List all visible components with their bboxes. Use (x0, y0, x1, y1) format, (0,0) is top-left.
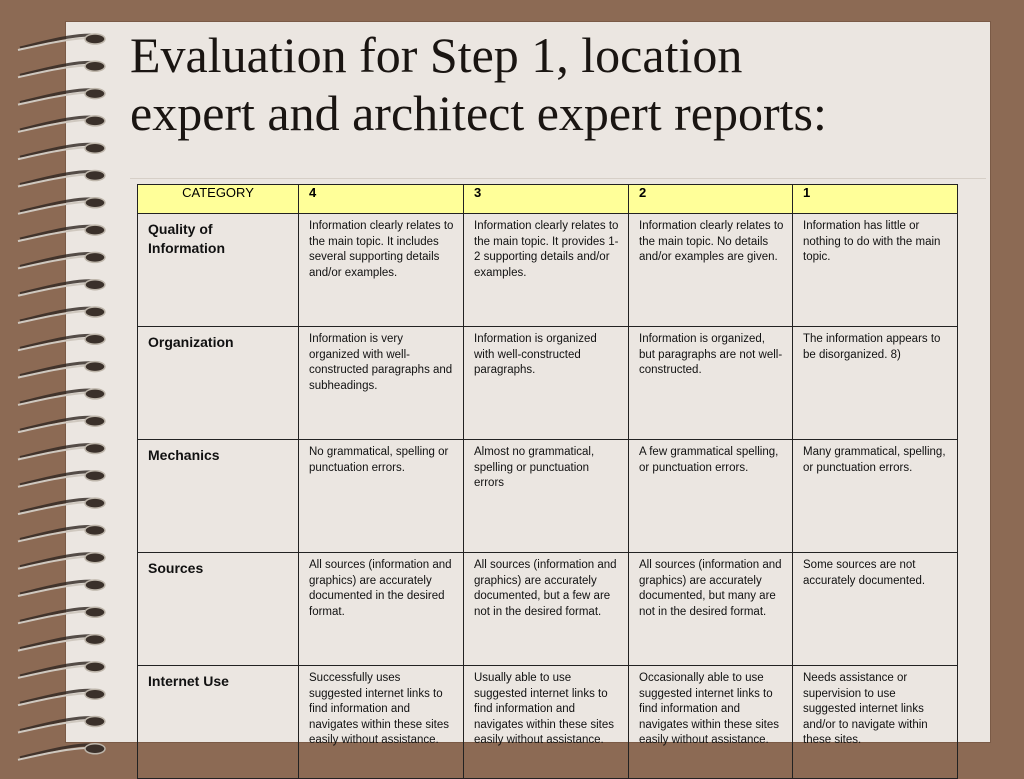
table-cell: Information clearly relates to the main topic. It includes several supporting details and/or examples. (299, 214, 464, 327)
spiral-hole (85, 525, 105, 535)
spiral-hole (85, 61, 105, 71)
title-line-1: Evaluation for Step 1, location (130, 27, 743, 83)
spiral-hole (85, 362, 105, 372)
table-cell: Occasionally able to use suggested internet links to find information and navigates within these sites easily without assistance. (629, 666, 793, 779)
table-cell: Successfully uses suggested internet links to find information and navigates within these sites easily without assistance. (299, 666, 464, 779)
row-category: Quality of Information (138, 214, 299, 327)
spiral-hole (85, 89, 105, 99)
slide-title (130, 26, 990, 142)
table-cell: Usually able to use suggested internet links to find information and navigates within these sites easily without assistance. (464, 666, 629, 779)
header-row (138, 185, 958, 214)
table-cell: Information is organized with well-constructed paragraphs. (464, 327, 629, 440)
table-cell: All sources (information and graphics) are accurately documented, but a few are not in the desired format. (464, 553, 629, 666)
table-cell: Information is organized, but paragraphs are not well-constructed. (629, 327, 793, 440)
header-score-2: 2 (629, 185, 793, 214)
row-category: Internet Use (138, 666, 299, 779)
table-cell: All sources (information and graphics) are accurately documented, but many are not in the desired format. (629, 553, 793, 666)
rubric-table (137, 184, 958, 779)
spiral-hole (85, 662, 105, 672)
spiral-hole (85, 580, 105, 590)
title-divider (130, 178, 986, 179)
spiral-binding-icon (0, 0, 134, 768)
table-cell: Information clearly relates to the main topic. No details and/or examples are given. (629, 214, 793, 327)
header-score-3: 3 (464, 185, 629, 214)
table-row (138, 666, 958, 779)
spiral-hole (85, 198, 105, 208)
table-cell: Information clearly relates to the main topic. It provides 1-2 supporting details and/or examples. (464, 214, 629, 327)
table-row (138, 553, 958, 666)
table-cell: No grammatical, spelling or punctuation errors. (299, 440, 464, 553)
spiral-hole (85, 334, 105, 344)
spiral-hole (85, 471, 105, 481)
table-cell: A few grammatical spelling, or punctuation errors. (629, 440, 793, 553)
table-row (138, 214, 958, 327)
spiral-hole (85, 635, 105, 645)
spiral-hole (85, 225, 105, 235)
spiral-hole (85, 607, 105, 617)
header-score-1: 1 (793, 185, 958, 214)
spiral-hole (85, 689, 105, 699)
spiral-hole (85, 143, 105, 153)
row-category: Organization (138, 327, 299, 440)
header-score-4: 4 (299, 185, 464, 214)
spiral-hole (85, 717, 105, 727)
table-cell: Information has little or nothing to do with the main topic. (793, 214, 958, 327)
spiral-hole (85, 171, 105, 181)
row-category: Sources (138, 553, 299, 666)
spiral-hole (85, 744, 105, 754)
spiral-hole (85, 252, 105, 262)
table-cell: All sources (information and graphics) are accurately documented in the desired format. (299, 553, 464, 666)
table-cell: Needs assistance or supervision to use suggested internet links and/or to navigate within these sites. (793, 666, 958, 779)
table-cell: Information is very organized with well-constructed paragraphs and subheadings. (299, 327, 464, 440)
table-row (138, 440, 958, 553)
table-cell: The information appears to be disorganized. 8) (793, 327, 958, 440)
spiral-hole (85, 280, 105, 290)
spiral-hole (85, 416, 105, 426)
title-line-2: expert and architect expert reports: (130, 85, 827, 141)
table-cell: Some sources are not accurately documented. (793, 553, 958, 666)
spiral-hole (85, 389, 105, 399)
row-category: Mechanics (138, 440, 299, 553)
spiral-hole (85, 34, 105, 44)
table-cell: Many grammatical, spelling, or punctuation errors. (793, 440, 958, 553)
table-cell: Almost no grammatical, spelling or punctuation errors (464, 440, 629, 553)
table-row (138, 327, 958, 440)
spiral-hole (85, 553, 105, 563)
header-category: CATEGORY (138, 185, 299, 214)
spiral-hole (85, 444, 105, 454)
spiral-hole (85, 116, 105, 126)
spiral-hole (85, 498, 105, 508)
spiral-hole (85, 307, 105, 317)
